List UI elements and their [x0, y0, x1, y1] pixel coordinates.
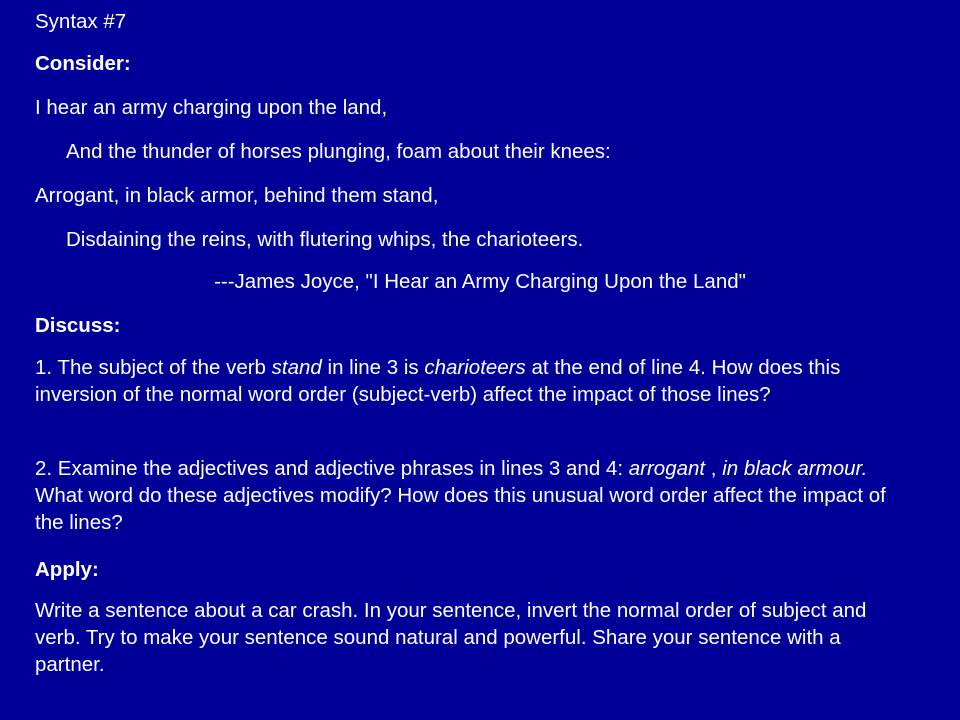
q2-term-black-armour: in black armour.	[722, 457, 868, 480]
q1-text-e: at the end of line 4. How does this inversion of the normal word order (subject-verb) affect the impact of those lines?	[35, 356, 841, 406]
apply-heading: Apply:	[35, 558, 99, 581]
poem-line-3: Arrogant, in black armor, behind them stand,	[35, 184, 439, 207]
poem-line-2: And the thunder of horses plunging, foam about their knees:	[66, 140, 611, 163]
q2-text-c: ,	[705, 457, 723, 480]
q2-text-e: What word do these adjectives modify? How does this unusual word order affect the impact of the lines?	[35, 484, 886, 534]
q1-term-stand: stand	[271, 356, 322, 379]
q2-term-arrogant: arrogant	[628, 457, 706, 480]
q2-text-a: 2. Examine the adjectives and adjective phrases in lines 3 and 4:	[35, 457, 629, 480]
poem-line-4: Disdaining the reins, with flutering whips, the charioteers.	[66, 228, 584, 251]
q1-text-c: in line 3 is	[321, 356, 425, 379]
q1-text-a: 1. The subject of the verb	[35, 356, 272, 379]
discussion-question-2	[35, 455, 895, 536]
consider-heading: Consider:	[35, 52, 131, 75]
slide-title: Syntax #7	[35, 10, 127, 33]
discuss-heading: Discuss:	[35, 314, 121, 337]
apply-text: Write a sentence about a car crash. In your sentence, invert the normal order of subject and verb. Try to make your sentence sound natural and powerful. Share your sentence with a partner.	[35, 599, 867, 676]
poem-attribution: ---James Joyce, "I Hear an Army Charging Upon the Land"	[214, 270, 746, 293]
q1-term-charioteers: charioteers	[424, 356, 526, 379]
poem-line-1: I hear an army charging upon the land,	[35, 96, 388, 119]
discussion-question-1	[35, 354, 895, 408]
